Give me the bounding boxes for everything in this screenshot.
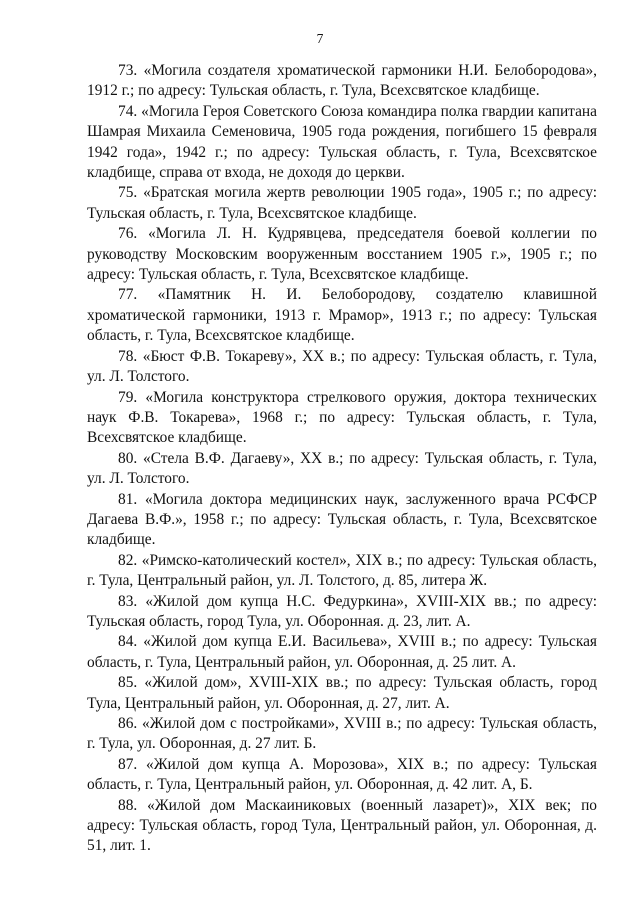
list-item: 82. «Римско-католический костел», XIX в.; по адресу: Тульская область, г. Тула, Центральный район, ул. Л. Толстого, д. 85, литера Ж. [87,551,597,590]
document-body [87,61,597,857]
list-item: 80. «Стела В.Ф. Дагаеву», XX в.; по адресу: Тульская область, г. Тула, ул. Л. Толстого. [87,449,597,488]
list-item: 87. «Жилой дом купца А. Морозова», XIX в.; по адресу: Тульская область, г. Тула, Центральный район, ул. Оборонная, д. 42 лит. А, Б. [87,755,597,794]
list-item: 77. «Памятник Н. И. Белобородову, создателю клавишной хроматической гармоники, 1913 г. Мрамор», 1913 г.; по адресу: Тульская область, г. Тула, Всехсвятское кладбище. [87,286,597,345]
list-item: 83. «Жилой дом купца Н.С. Федуркина», XVIII-XIX вв.; по адресу: Тульская область, город Тула, ул. Оборонная. д. 23, лит. А. [87,592,597,630]
list-item: 73. «Могила создателя хроматической гармоники Н.И. Белобородова», 1912 г.; по адресу: Тульская область, г. Тула, Всехсвятское кладбище. [87,62,597,100]
page-number: 7 [316,31,324,46]
list-item: 78. «Бюст Ф.В. Токареву», XX в.; по адресу: Тульская область, г. Тула, ул. Л. Толстого. [87,347,597,386]
list-item: 85. «Жилой дом», XVIII-XIX вв.; по адресу: Тульская область, город Тула, Центральный район, ул. Оборонная, д. 27, лит. А. [87,674,597,712]
list-item: 84. «Жилой дом купца Е.И. Васильева», XVIII в.; по адресу: Тульская область, г. Тула, Центральный район, ул. Оборонная, д. 25 лит. А. [87,633,597,671]
list-item: 74. «Могила Героя Советского Союза командира полка гвардии капитана Шамрая Михаила Семеновича, 1905 года рождения, погибшего 15 февраля 1942 года», 1942 г.; по адресу: Тульская область, г. Тула, Всехсвятское кладбище, справа от входа, не доходя до церкви. [87,102,597,182]
list-item: 86. «Жилой дом с постройками», XVIII в.; по адресу: Тульская область, г. Тула, ул. Оборонная, д. 27 лит. Б. [87,715,597,753]
list-item: 79. «Могила конструктора стрелкового оружия, доктора технических наук Ф.В. Токарева», 1968 г.; по адресу: Тульская область, г. Тула, Всехсвятское кладбище. [87,388,597,447]
list-item: 81. «Могила доктора медицинских наук, заслуженного врача РСФСР Дагаева В.Ф.», 1958 г.; по адресу: Тульская область, г. Тула, Всехсвятское кладбище. [87,490,597,549]
list-item: 88. «Жилой дом Маскаиниковых (военный лазарет)», XIX век; по адресу: Тульская область, город Тула, Центральный район, ул. Оборонная, д. 51, лит. 1. [87,796,597,855]
list-item: 76. «Могила Л. Н. Кудрявцева, председателя боевой коллегии по руководству Московским вооруженным восстанием 1905 г.», 1905 г.; по адресу: Тульская область, г. Тула, Всехсвятское кладбище. [87,225,597,284]
list-item: 75. «Братская могила жертв революции 1905 года», 1905 г.; по адресу: Тульская область, г. Тула, Всехсвятское кладбище. [87,184,597,222]
